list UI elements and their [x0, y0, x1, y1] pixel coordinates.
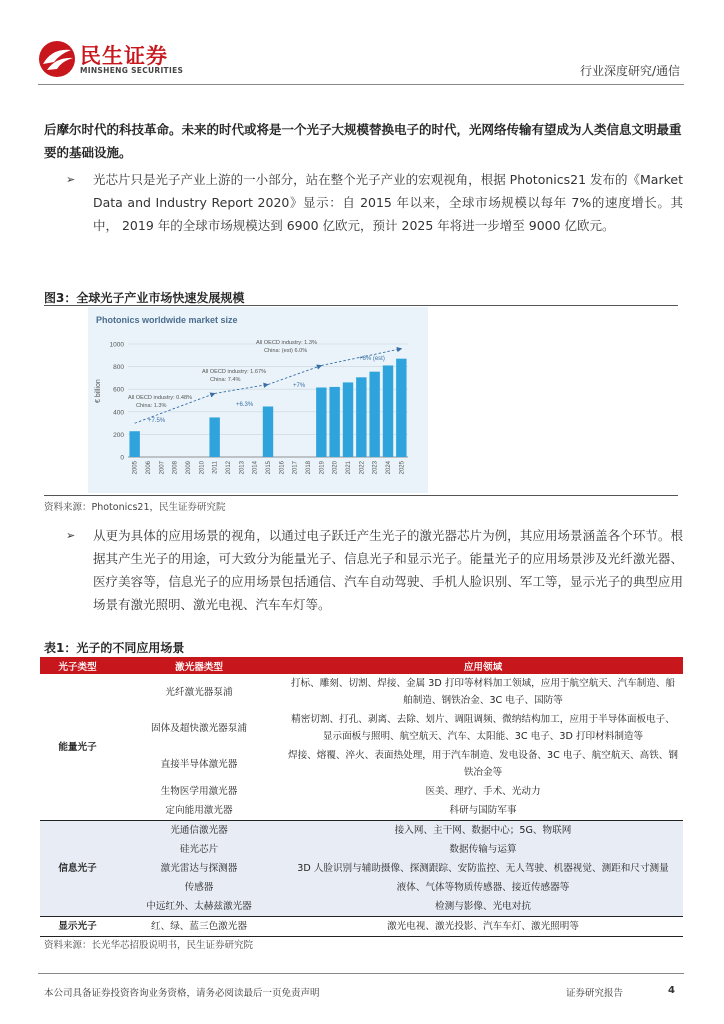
growth-rate-label: +6.3% [236, 402, 254, 408]
laser-type-cell: 中远红外、太赫兹激光器 [115, 897, 283, 917]
chart-title: Photonics worldwide market size [96, 315, 238, 325]
x-tick-label: 2009 [186, 461, 192, 475]
application-cell: 数据传输与运算 [283, 840, 683, 859]
application-cell: 医美、理疗、手术、光动力 [283, 782, 683, 801]
x-tick-label: 2011 [212, 461, 219, 474]
y-tick-label: 200 [113, 431, 124, 439]
table-header-row [40, 657, 683, 674]
header-laser-type: 激光器类型 [115, 657, 283, 674]
x-tick-label: 2008 [172, 461, 179, 475]
table-row [40, 821, 683, 841]
table-source: 资料来源：长光华芯招股说明书，民生证券研究院 [44, 940, 254, 951]
y-tick-label: 600 [113, 386, 124, 394]
figure-top-rule [44, 305, 678, 306]
application-cell: 打标、雕刻、切割、焊接、金属 3D 打印等材料加工领域，应用于航空航天、汽车制造、船舶制造、钢铁冶金、3C 电子、国防等 [283, 674, 683, 710]
table-row [40, 840, 683, 859]
x-tick-label: 2022 [359, 461, 366, 475]
table-row [40, 897, 683, 917]
x-tick-label: 2019 [319, 461, 326, 475]
header-application: 应用领域 [283, 657, 683, 674]
x-tick-label: 2020 [332, 461, 339, 475]
header-photon-type: 光子类型 [40, 657, 115, 674]
x-tick-label: 2013 [239, 461, 246, 475]
application-cell: 接入网、主干网、数据中心；5G、物联网 [283, 821, 683, 841]
laser-type-cell: 固体及超快激光器泵浦 [115, 710, 283, 746]
application-cell: 激光电视、激光投影、汽车车灯、激光照明等 [283, 917, 683, 937]
bar-2011 [209, 417, 219, 457]
y-tick-label: 400 [113, 409, 124, 417]
y-tick-label: 0 [120, 454, 124, 462]
table-row [40, 674, 683, 710]
header-divider [38, 84, 684, 85]
y-tick-label: 1000 [109, 341, 124, 349]
photon-category-cell: 显示光子 [40, 917, 115, 937]
application-cell: 检测与影像、光电对抗 [283, 897, 683, 917]
bar-2025 [396, 359, 406, 457]
table-row [40, 859, 683, 878]
table-row [40, 782, 683, 801]
bar-2021 [343, 382, 353, 457]
photon-category-cell: 信息光子 [40, 821, 115, 917]
laser-type-cell: 定向能用激光器 [115, 801, 283, 821]
bar-2005 [129, 431, 139, 457]
x-tick-label: 2016 [279, 461, 286, 475]
bar-2020 [329, 387, 339, 457]
x-tick-label: 2018 [306, 461, 312, 475]
bar-2023 [369, 372, 379, 457]
chart-annotation-text: All OECD industry: 1.67% [202, 369, 267, 375]
table-row [40, 710, 683, 746]
bullet-arrow-icon: ➢ [66, 173, 76, 186]
chart-y-axis-label: € billion [95, 379, 102, 403]
x-tick-label: 2012 [226, 461, 232, 475]
laser-type-cell: 生物医学用激光器 [115, 782, 283, 801]
laser-type-cell: 光纤激光器泵浦 [115, 674, 283, 710]
chart-annotation-text: China: 7.4% [210, 377, 241, 383]
growth-rate-label: +6% (est) [359, 356, 385, 362]
table-title: 表1：光子的不同应用场景 [44, 641, 185, 655]
application-cell: 精密切割、打孔、剥离、去除、划片、调阻调频、微纳结构加工，应用于半导体面板电子、显示面板与照明、航空航天、汽车、太阳能、3C 电子、3D 打印材料制造等 [283, 710, 683, 746]
laser-type-cell: 激光雷达与探测器 [115, 859, 283, 878]
x-tick-label: 2023 [372, 461, 379, 475]
growth-rate-label: +7.5% [148, 418, 166, 424]
x-tick-label: 2014 [252, 461, 259, 475]
x-tick-label: 2010 [199, 461, 206, 475]
application-cell: 液体、气体等物质传感器、接近传感器等 [283, 878, 683, 897]
market-size-paragraph: 光芯片只是光子产业上游的一小部分，站在整个光子产业的宏观视角，根据 Photonics21 发布的《Market Data and Industry Report 2020》显示：自 2015 年以来，全球市场规模以每年 7%的速度增长。其中， 2019 年的全球市场规模达到 6900 亿欧元，预计 2025 年将进一步增至 9000 亿欧元。 [93, 172, 683, 233]
footer-disclaimer: 本公司具备证券投资咨询业务资格，请务必阅读最后一页免责声明 [44, 988, 320, 999]
figure-bottom-rule [44, 495, 678, 496]
table-row [40, 878, 683, 897]
laser-type-cell: 红、绿、蓝三色激光器 [115, 917, 283, 937]
photon-category-cell: 能量光子 [40, 674, 115, 821]
market-size-chart [88, 307, 428, 493]
bar-2015 [263, 406, 273, 457]
application-paragraph: 从更为具体的应用场景的视角，以通过电子跃迁产生光子的激光器芯片为例，其应用场景涵盖各个环节。根据其产生光子的用途，可大致分为能量光子、信息光子和显示光子。能量光子的应用场景涉及光纤激光器、医疗美容等，信息光子的应用场景包括通信、汽车自动驾驶、手机人脸识别、军工等，显示光子的典型应用场景有激光照明、激光电视、汽车车灯等。 [93, 528, 683, 612]
table-row [40, 746, 683, 782]
footer-report-label: 证券研究报告 [566, 988, 624, 999]
application-cell: 3D 人脸识别与辅助摄像、探测跟踪、安防监控、无人驾驶、机器视觉、测距和尺寸测量 [283, 859, 683, 878]
laser-type-cell: 硅光芯片 [115, 840, 283, 859]
x-tick-label: 2017 [292, 461, 299, 475]
page-number: 4 [668, 985, 675, 996]
x-tick-label: 2021 [346, 461, 352, 475]
y-tick-label: 800 [113, 364, 124, 372]
chart-annotation-text: All OECD industry: 0.48% [128, 395, 193, 401]
brand-name-en: MINSHENG SECURITIES [80, 66, 184, 75]
footer-divider [38, 973, 684, 974]
x-tick-label: 2015 [266, 461, 272, 475]
brand-name-cn: 民生证券 [80, 44, 168, 68]
table-row [40, 801, 683, 821]
application-table [40, 657, 683, 937]
figure-title: 图3：全球光子产业市场快速发展规模 [44, 291, 245, 305]
bar-2022 [356, 377, 366, 457]
x-tick-label: 2024 [386, 461, 392, 475]
application-cell: 焊接、熔覆、淬火、表面热处理，用于汽车制造、发电设备、3C 电子、航空航天、高铁、钢铁冶金等 [283, 746, 683, 782]
x-tick-label: 2006 [146, 461, 152, 475]
bullet-arrow-icon: ➢ [66, 529, 76, 542]
figure-source: 资料来源：Photonics21，民生证券研究院 [44, 502, 226, 513]
growth-rate-label: +7% [293, 383, 306, 389]
chart-annotation-text: All OECD industry: 1.3% [256, 340, 317, 346]
laser-type-cell: 光通信激光器 [115, 821, 283, 841]
x-tick-label: 2025 [399, 461, 406, 475]
laser-type-cell: 传感器 [115, 878, 283, 897]
chart-annotation-text: China: 1.3% [136, 403, 167, 409]
bar-2019 [316, 388, 326, 457]
report-category: 行业深度研究/通信 [579, 64, 680, 78]
table-row [40, 917, 683, 937]
laser-type-cell: 直接半导体激光器 [115, 746, 283, 782]
chart-annotation-text: China: (est) 6.0% [264, 348, 308, 354]
x-tick-label: 2005 [132, 461, 139, 475]
bar-2024 [383, 365, 393, 457]
x-tick-label: 2007 [159, 461, 166, 475]
lead-paragraph: 后摩尔时代的科技革命。未来的时代或将是一个光子大规模替换电子的时代，光网络传输有望成为人类信息文明最重要的基础设施。 [44, 122, 682, 160]
application-cell: 科研与国防军事 [283, 801, 683, 821]
minsheng-logo-icon [38, 40, 76, 78]
